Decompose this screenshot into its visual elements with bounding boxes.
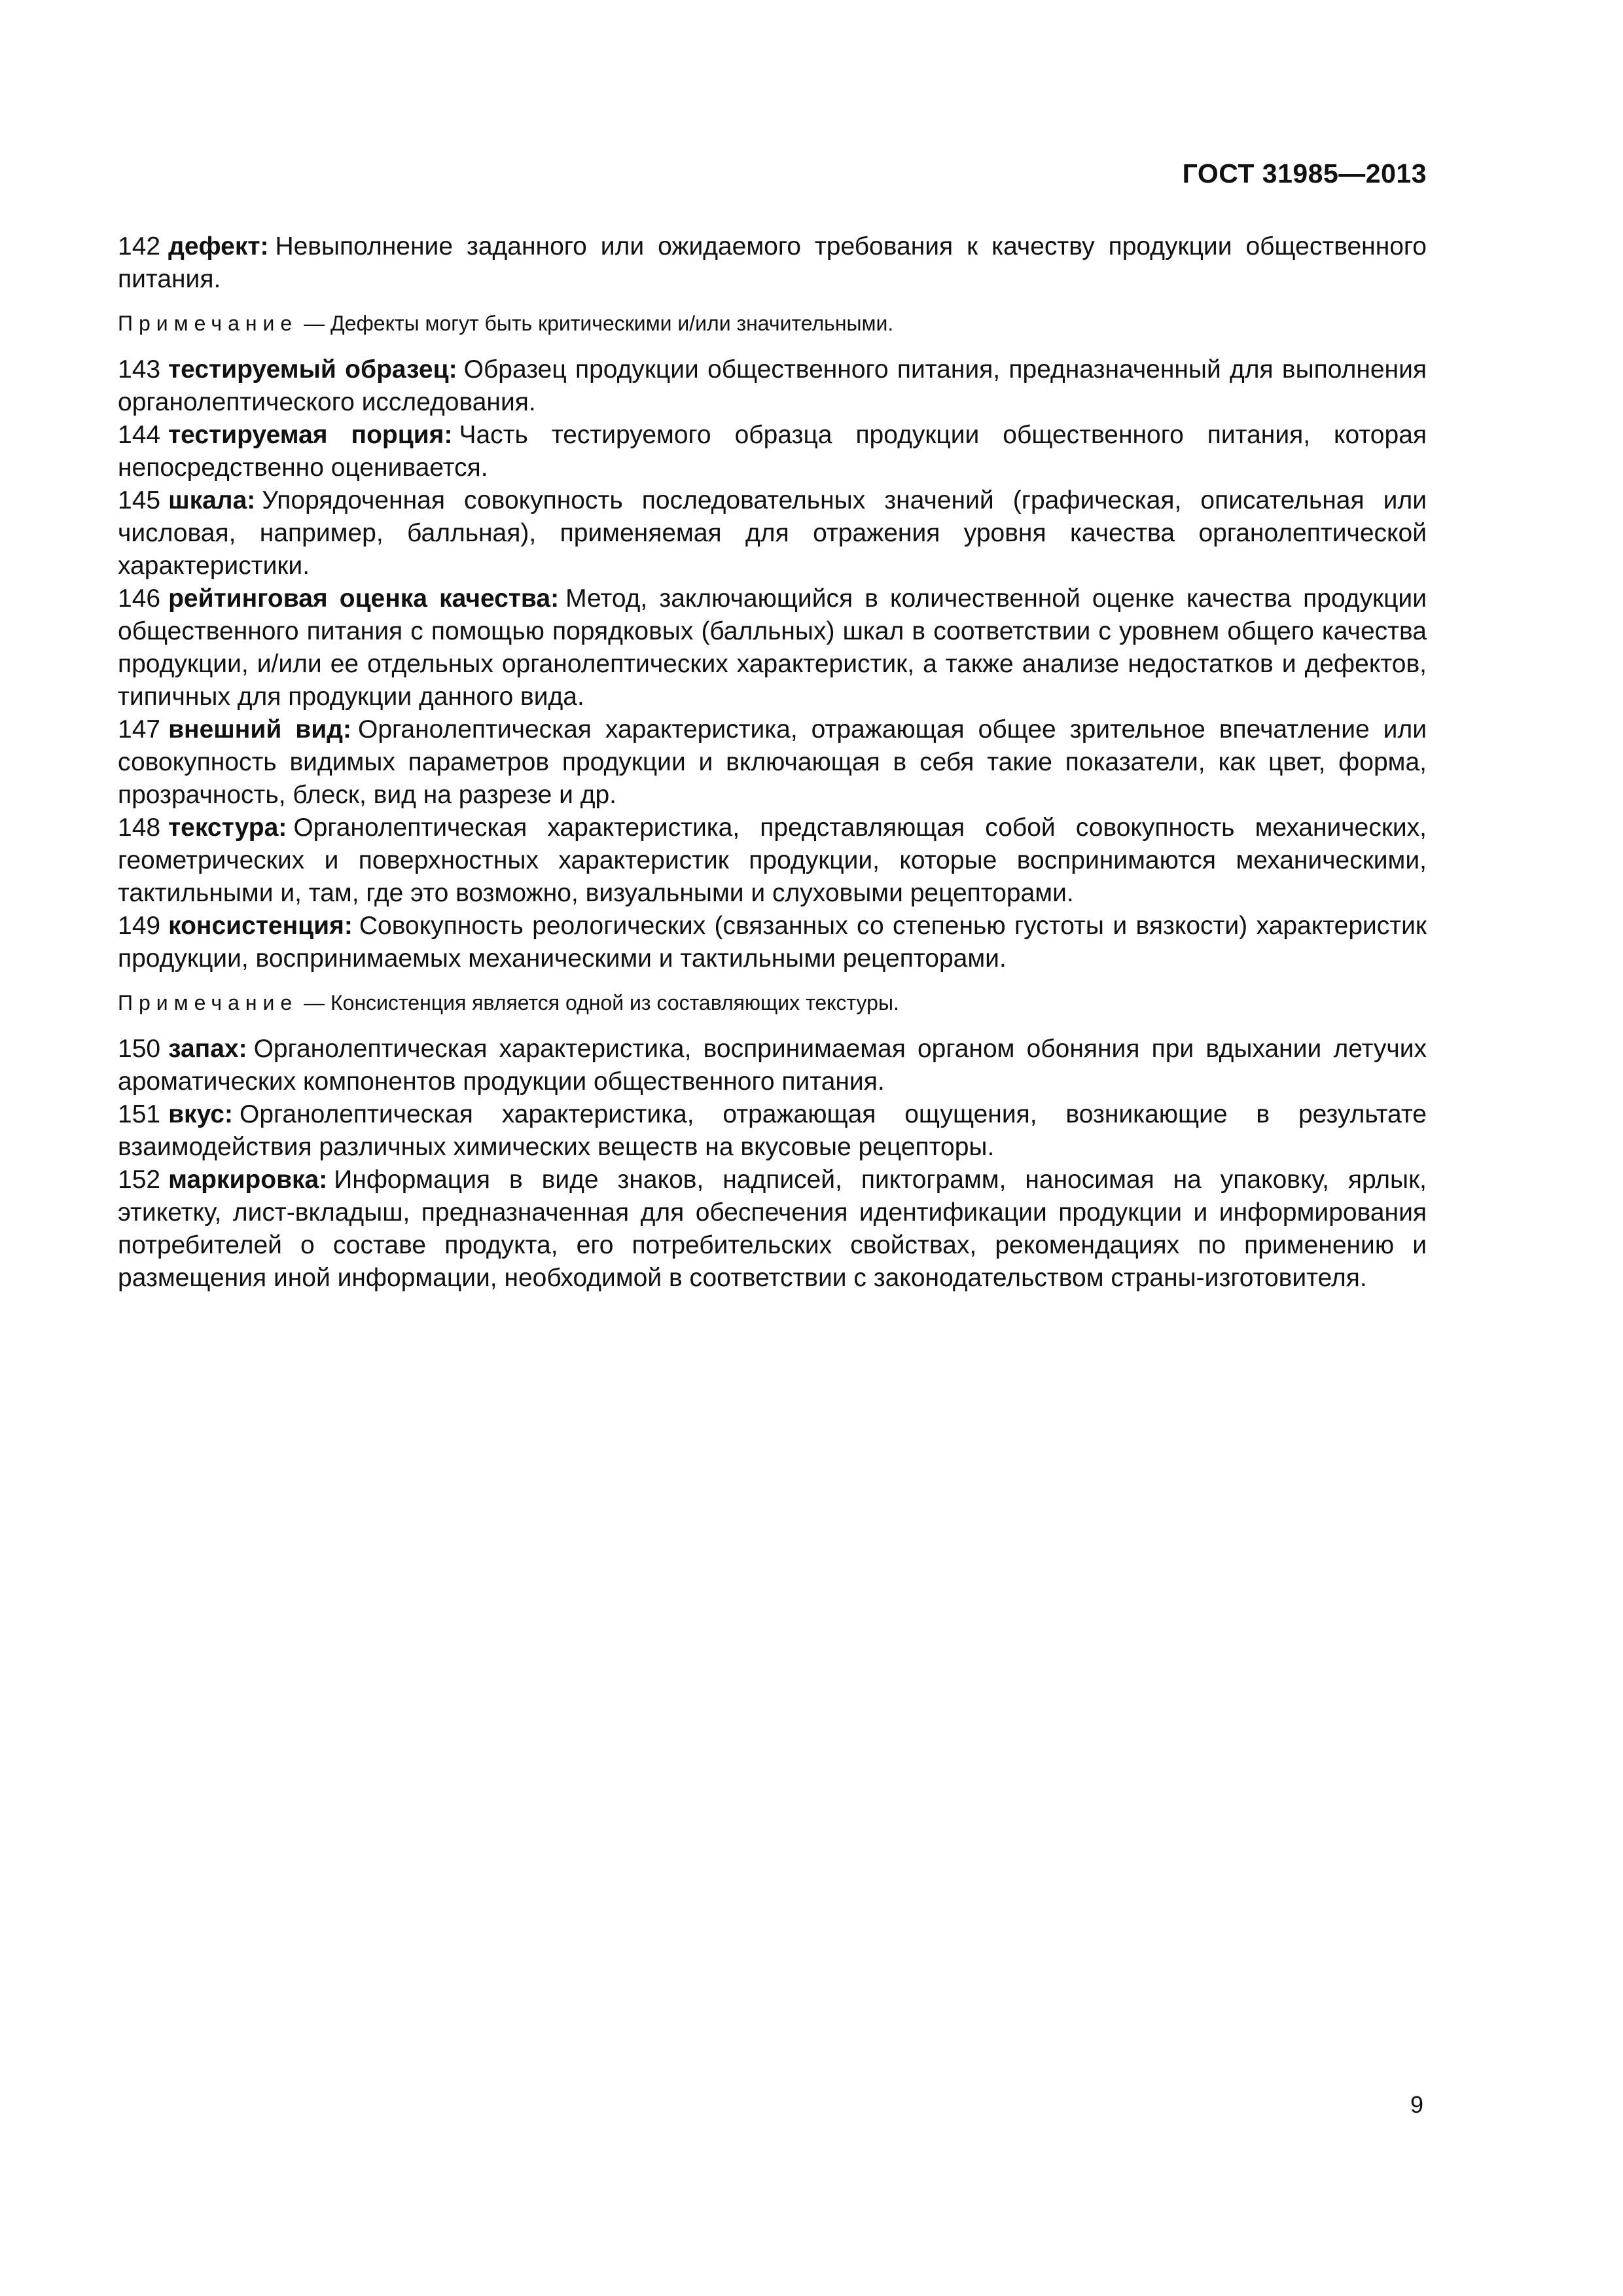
entry-text: Невыполнение заданного или ожидаемого требования к качеству продукции общественного питания. (118, 232, 1427, 293)
definition-entry: 147 внешний вид: Органолептическая характеристика, отражающая общее зрительное впечатление или совокупность видимых параметров продукции и включающая в себя такие показатели, как цвет, форма, прозрачность, блеск, вид на разрезе и др. (118, 715, 1427, 809)
definition-entry: 145 шкала: Упорядоченная совокупность последовательных значений (графическая, описательная или числовая, например, балльная), применяемая для отражения уровня качества органолептической характеристики. (118, 486, 1427, 580)
document-header-standard: ГОСТ 31985—2013 (1182, 158, 1427, 188)
entry-text: Информация в виде знаков, надписей, пиктограмм, наносимая на упаковку, ярлык, этикетку, лист-вкладыш, предназначенная для обеспечения идентификации продукции и информирования потребителей о составе продукта, его потребительских свойствах, рекомендациях по применению и размещения иной информации, необходимой в соответствии с законодательством страны-изготовителя. (118, 1166, 1427, 1292)
entry-term: внешний вид (168, 715, 343, 744)
definition-entry: 151 вкус: Органолептическая характеристика, отражающая ощущения, возникающие в результате взаимодействия различных химических веществ на вкусовые рецепторы. (118, 1100, 1427, 1161)
note-label: Примечание (118, 312, 298, 335)
entry-text: Совокупность реологических (связанных со степенью густоты и вязкости) характеристик продукции, воспринимаемых механическими и тактильными рецепторами. (118, 912, 1427, 973)
entry-number: 146 (118, 584, 161, 613)
entry-text: Упорядоченная совокупность последовательных значений (графическая, описательная или числовая, например, балльная), применяемая для отражения уровня качества органолептической характеристики. (118, 486, 1427, 580)
definition-entry: 146 рейтинговая оценка качества: Метод, заключающийся в количественной оценке качества продукции общественного питания с помощью порядковых (балльных) шкал в соответствии с уровнем общего качества продукции, и/или ее отдельных органолептических характеристик, а также анализе недостатков и дефектов, типичных для продукции данного вида. (118, 584, 1427, 711)
entry-term: запах (168, 1035, 239, 1063)
note-text: Консистенция является одной из составляющих текстуры. (330, 991, 899, 1014)
entry-number: 151 (118, 1100, 161, 1128)
entry-number: 145 (118, 486, 161, 514)
entry-term: тестируемая порция (168, 421, 444, 449)
entry-term: дефект (168, 232, 260, 260)
entry-number: 148 (118, 814, 161, 842)
note-dash: — (298, 991, 330, 1014)
entry-text: Часть тестируемого образца продукции общественного питания, которая непосредственно оценивается. (118, 421, 1427, 482)
note-label: Примечание (118, 991, 298, 1014)
entry-number: 144 (118, 421, 161, 449)
note-text: Дефекты могут быть критическими и/или значительными. (330, 312, 894, 335)
entry-number: 149 (118, 912, 161, 940)
entry-number: 143 (118, 355, 161, 384)
document-body (118, 230, 1427, 1295)
note (118, 309, 1427, 338)
entry-text: Метод, заключающийся в количественной оценке качества продукции общественного питания с помощью порядковых (балльных) шкал в соответствии с уровнем общего качества продукции, и/или ее отдельных органолептических характеристик, а также анализе недостатков и дефектов, типичных для продукции данного вида. (118, 584, 1427, 711)
entry-text: Органолептическая характеристика, воспринимаемая органом обоняния при вдыхании летучих ароматических компонентов продукции общественного питания. (118, 1035, 1427, 1096)
entry-text: Органолептическая характеристика, отражающая общее зрительное впечатление или совокупность видимых параметров продукции и включающая в себя такие показатели, как цвет, форма, прозрачность, блеск, вид на разрезе и др. (118, 715, 1427, 809)
entry-term: тестируемый образец (168, 355, 449, 384)
entry-term: вкус (168, 1100, 224, 1128)
entry-text: Органолептическая характеристика, отражающая ощущения, возникающие в результате взаимодействия различных химических веществ на вкусовые рецепторы. (118, 1100, 1427, 1161)
definition-entry: 144 тестируемая порция: Часть тестируемого образца продукции общественного питания, которая непосредственно оценивается. (118, 421, 1427, 482)
entry-text: Органолептическая характеристика, представляющая собой совокупность механических, геометрических и поверхностных характеристик продукции, которые воспринимаются механическими, тактильными и, там, где это возможно, визуальными и слуховыми рецепторами. (118, 814, 1427, 907)
entry-term: шкала (168, 486, 247, 514)
definition-entry: 150 запах: Органолептическая характеристика, воспринимаемая органом обоняния при вдыхании летучих ароматических компонентов продукции общественного питания. (118, 1035, 1427, 1096)
entry-number: 142 (118, 232, 161, 260)
note (118, 988, 1427, 1017)
page-number: 9 (1410, 2091, 1423, 2118)
definition-entry: 148 текстура: Органолептическая характеристика, представляющая собой совокупность механических, геометрических и поверхностных характеристик продукции, которые воспринимаются механическими, тактильными и, там, где это возможно, визуальными и слуховыми рецепторами. (118, 814, 1427, 907)
entry-term: текстура (168, 814, 279, 842)
entry-number: 152 (118, 1166, 161, 1194)
entry-number: 147 (118, 715, 161, 744)
definition-entry: 143 тестируемый образец: Образец продукции общественного питания, предназначенный для выполнения органолептического исследования. (118, 355, 1427, 416)
definition-entry: 142 дефект: Невыполнение заданного или ожидаемого требования к качеству продукции общественного питания. (118, 232, 1427, 293)
entry-text: Образец продукции общественного питания, предназначенный для выполнения органолептического исследования. (118, 355, 1427, 416)
entry-term: рейтинговая оценка качества (168, 584, 551, 613)
entry-term: консистенция (168, 912, 344, 940)
definition-entry: 152 маркировка: Информация в виде знаков, надписей, пиктограмм, наносимая на упаковку, ярлык, этикетку, лист-вкладыш, предназначенная для обеспечения идентификации продукции и информирования потребителей о составе продукта, его потребительских свойствах, рекомендациях по применению и размещения иной информации, необходимой в соответствии с законодательством страны-изготовителя. (118, 1166, 1427, 1292)
note-dash: — (298, 312, 330, 335)
entry-term: маркировка (168, 1166, 319, 1194)
entry-number: 150 (118, 1035, 161, 1063)
definition-entry: 149 консистенция: Совокупность реологических (связанных со степенью густоты и вязкости) характеристик продукции, воспринимаемых механическими и тактильными рецепторами. (118, 912, 1427, 973)
